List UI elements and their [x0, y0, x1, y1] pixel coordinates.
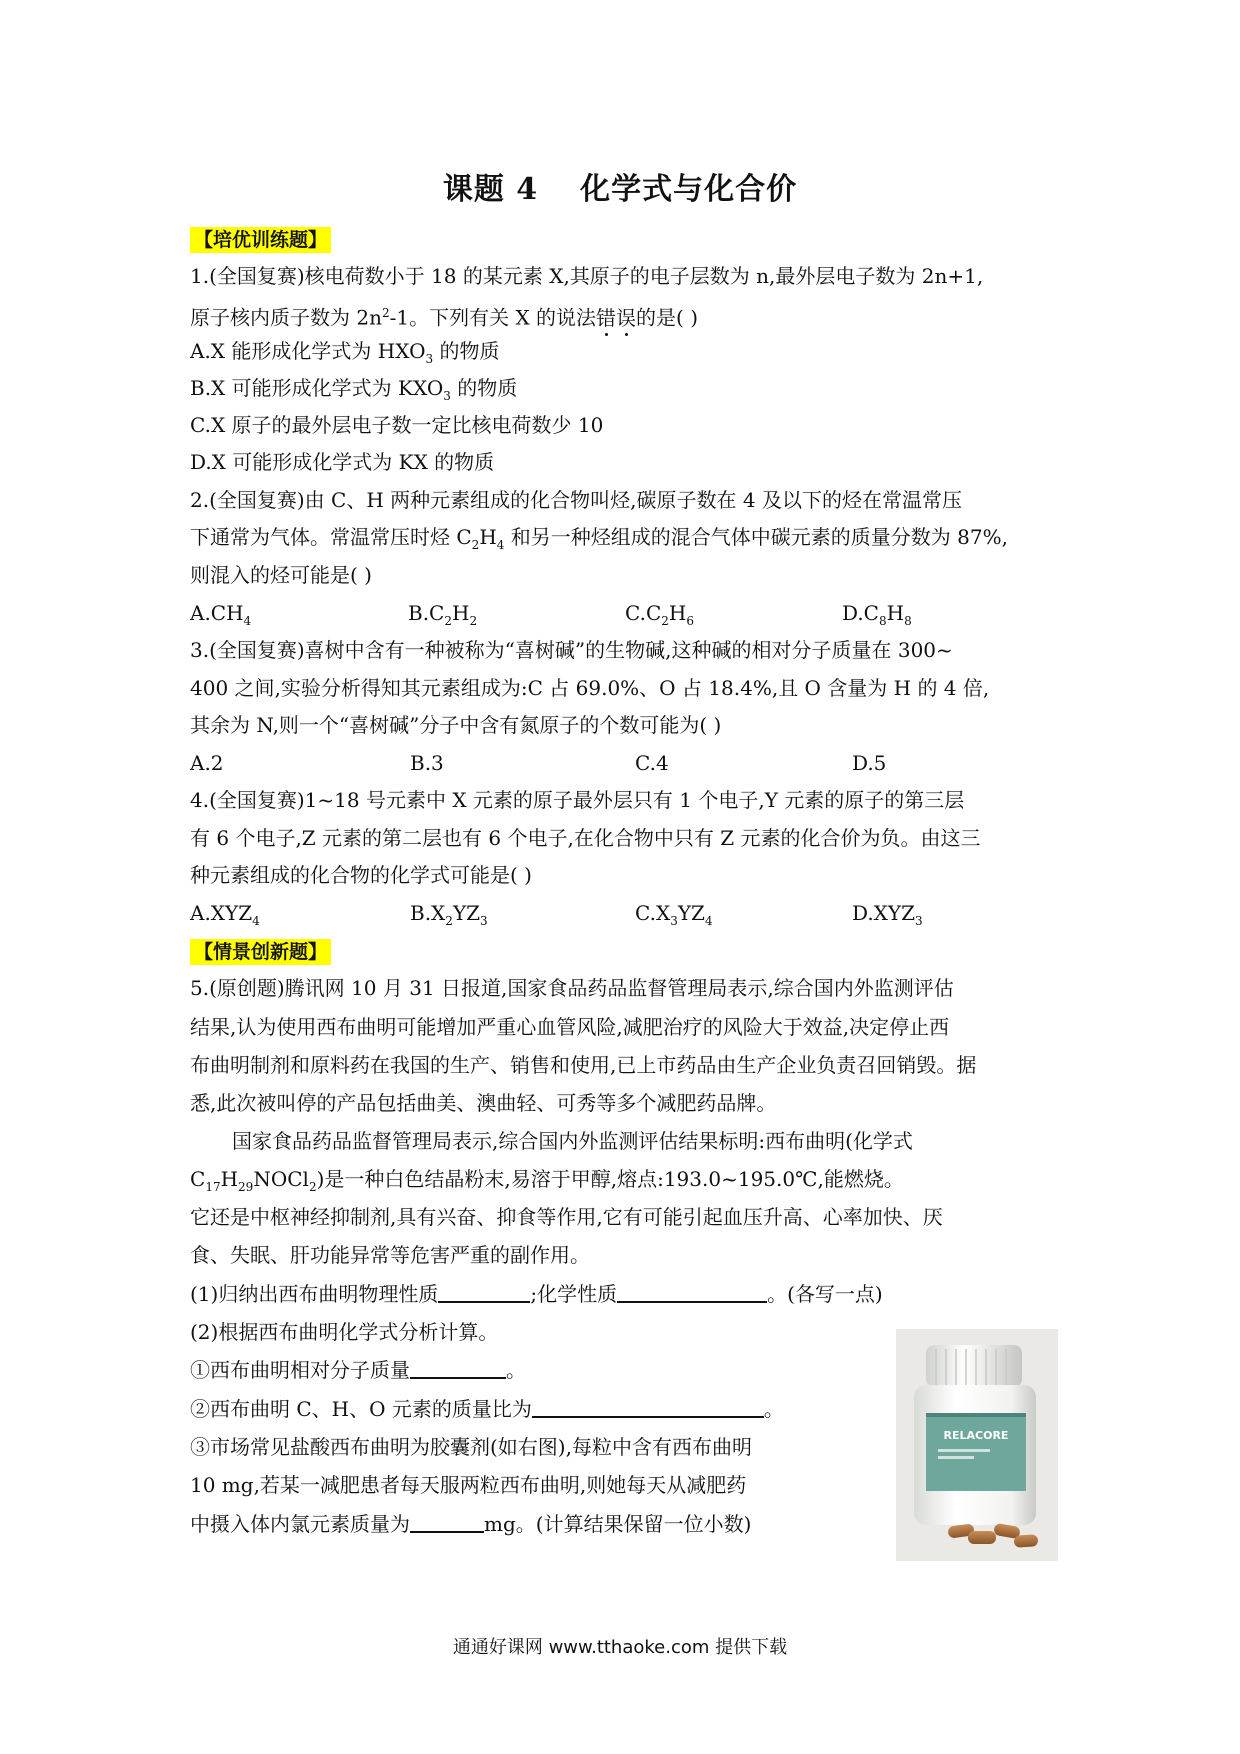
q4-option-a: [190, 900, 260, 934]
subscript: 4: [243, 614, 252, 628]
text: H: [220, 1167, 239, 1191]
q1-option-d: D.X 可能形成化学式为 KX 的物质: [190, 450, 495, 474]
q1-option-b: [190, 375, 1060, 409]
subscript: 29: [238, 1180, 254, 1194]
q3-line3: 其余为 N,则一个“喜树碱”分子中含有氮原子的个数可能为( ): [190, 713, 722, 737]
q1-line2: [190, 300, 1060, 331]
text: YZ: [677, 901, 705, 925]
answer-blank-chlorine-mass[interactable]: [410, 1511, 484, 1533]
text: ①西布曲明相对分子质量: [190, 1358, 410, 1382]
q4-line3: 种元素组成的化合物的化学式可能是( ): [190, 863, 532, 887]
text: C: [190, 1167, 206, 1191]
subscript: 2: [471, 538, 480, 552]
q2-line1: 2.(全国复赛)由 C、H 两种元素组成的化合物叫烃,碳原子数在 4 及以下的烃在常温常压: [190, 488, 962, 512]
text: ②西布曲明 C、H、O 元素的质量比为: [190, 1397, 532, 1421]
answer-blank-physical-property[interactable]: [438, 1281, 530, 1303]
text: 的物质: [433, 339, 500, 363]
subscript: 8: [878, 614, 887, 628]
answer-blank-mass-ratio[interactable]: [532, 1396, 764, 1418]
text: NOCl: [253, 1167, 309, 1191]
q4-option-c: [635, 900, 713, 934]
text: 的是( ): [636, 305, 699, 330]
subscript: 3: [443, 389, 451, 403]
q5-p2-line2: [190, 1166, 1060, 1200]
q1-option-a: [190, 338, 1060, 372]
text: 。: [506, 1358, 526, 1382]
subscript: 4: [704, 914, 713, 928]
text: A.XYZ: [190, 901, 253, 925]
q3-option-c: C.4: [635, 751, 669, 775]
bottle-label-text: RELACORE: [943, 1429, 1009, 1442]
q5-p2-line1: 国家食品药品监督管理局表示,综合国内外监测评估结果标明:西布曲明(化学式: [232, 1129, 913, 1153]
lesson-number: 课题 4: [442, 172, 539, 207]
subscript: 2: [661, 614, 669, 628]
subscript: 2: [444, 614, 452, 628]
text: B.X 可能形成化学式为 KXO: [190, 376, 444, 400]
text: (1)归纳出西布曲明物理性质: [190, 1282, 439, 1306]
q5-sub2-3-line2: 10 mg,若某一减肥患者每天服两粒西布曲明,则她每天从减肥药: [190, 1473, 747, 1497]
section-label: 【情景创新题】: [190, 939, 331, 965]
text: B.C: [408, 601, 445, 625]
q1-line1: 1.(全国复赛)核电荷数小于 18 的某元素 X,其原子的电子层数为 n,最外层电子数为 2n+1,: [190, 264, 984, 288]
lesson-topic: 化学式与化合价: [580, 172, 798, 207]
text: A.CH: [190, 601, 244, 625]
q5-p1-line1: 5.(原创题)腾讯网 10 月 31 日报道,国家食品药品监督管理局表示,综合国内外监测评估: [190, 976, 954, 1000]
q3-option-b: B.3: [410, 751, 444, 775]
text: 。: [763, 1397, 784, 1421]
q5-p1-line2: 结果,认为使用西布曲明可能增加严重心血管风险,减肥治疗的风险大于效益,决定停止西: [190, 1015, 950, 1039]
q3-line1: 3.(全国复赛)喜树中含有一种被称为“喜树碱”的生物碱,这种碱的相对分子质量在 300~: [190, 638, 953, 662]
text: YZ: [452, 901, 481, 925]
text: D.XYZ: [852, 901, 916, 925]
q1-option-c: C.X 原子的最外层电子数一定比核电荷数少 10: [190, 413, 604, 437]
answer-blank-molar-mass[interactable]: [410, 1357, 506, 1379]
text: H: [479, 525, 497, 549]
q2-option-c: [625, 600, 694, 634]
q2-line2: [190, 524, 1060, 558]
subscript: 2: [469, 614, 478, 628]
q5-sub2: (2)根据西布曲明化学式分析计算。: [190, 1320, 499, 1344]
q5-p1-line4: 悉,此次被叫停的产品包括曲美、澳曲轻、可秀等多个减肥药品牌。: [190, 1091, 777, 1115]
text: 原子核内质子数为 2n: [190, 305, 382, 330]
text: H: [886, 601, 905, 625]
text: A.X 能形成化学式为 HXO: [190, 339, 426, 363]
text: 和另一种烃组成的混合气体中碳元素的质量分数为 87%,: [504, 525, 1008, 549]
subscript: 3: [670, 914, 678, 928]
pill-bottle-image: [896, 1329, 1058, 1561]
q2-option-a: [190, 600, 251, 634]
subscript: 2: [308, 1180, 317, 1194]
subscript: 17: [205, 1180, 221, 1194]
text: 中摄入体内氯元素质量为: [190, 1512, 410, 1536]
subscript: 3: [480, 914, 488, 928]
q2-option-d: [842, 600, 912, 634]
section-heading-training: [190, 226, 1060, 253]
answer-blank-chemical-property[interactable]: [617, 1281, 767, 1303]
text: B.X: [410, 901, 446, 925]
q5-p2-line4: 食、失眠、肝功能异常等危害严重的副作用。: [190, 1243, 590, 1267]
text: mg。(计算结果保留一位小数): [484, 1512, 752, 1536]
q2-option-b: [408, 600, 477, 634]
q4-option-d: [852, 900, 923, 934]
emphasis-char: 误: [616, 305, 637, 330]
subscript: 4: [496, 538, 505, 552]
q5-p2-line3: 它还是中枢神经抑制剂,具有兴奋、抑食等作用,它有可能引起血压升高、心率加快、厌: [190, 1205, 943, 1229]
section-label: 【培优训练题】: [190, 227, 331, 253]
text: ;化学性质: [530, 1282, 618, 1306]
q3-option-d: D.5: [852, 751, 887, 775]
q5-sub2-3-line1: ③市场常见盐酸西布曲明为胶囊剂(如右图),每粒中含有西布曲明: [190, 1435, 752, 1459]
superscript: 2: [381, 306, 390, 320]
emphasis-char: 错: [596, 305, 617, 330]
pill-bottle-illustration: [896, 1329, 1058, 1561]
q3-option-a: A.2: [190, 751, 224, 775]
text: )是一种白色结晶粉末,易溶于甲醇,熔点:193.0~195.0℃,能燃烧。: [316, 1167, 904, 1191]
text: 的物质: [450, 376, 518, 400]
q5-p1-line3: 布曲明制剂和原料药在我国的生产、销售和使用,已上市药品由生产企业负责召回销毁。据: [190, 1053, 977, 1077]
text: H: [452, 601, 470, 625]
subscript: 3: [915, 914, 923, 928]
text: 。(各写一点): [767, 1282, 883, 1306]
text: D.C: [842, 601, 879, 625]
q4-line1: 4.(全国复赛)1~18 号元素中 X 元素的原子最外层只有 1 个电子,Y 元素的原子的第三层: [190, 788, 965, 812]
subscript: 2: [445, 914, 453, 928]
q3-line2: 400 之间,实验分析得知其元素组成为:C 占 69.0%、O 占 18.4%,且 O 含量为 H 的 4 倍,: [190, 676, 990, 700]
text: -1。下列有关 X 的说法: [389, 305, 597, 330]
q2-line3: 则混入的烃可能是( ): [190, 563, 372, 587]
q4-line2: 有 6 个电子,Z 元素的第二层也有 6 个电子,在化合物中只有 Z 元素的化合价为负。由这三: [190, 826, 981, 850]
q4-option-b: [410, 900, 488, 934]
subscript: 3: [425, 352, 434, 366]
text: C.C: [625, 601, 662, 625]
q5-sub1: [190, 1281, 1060, 1307]
page-title: [0, 164, 1240, 208]
subscript: 6: [686, 614, 694, 628]
text: C.X: [635, 901, 671, 925]
subscript: 8: [904, 614, 912, 628]
text: 下通常为气体。常温常压时烃 C: [190, 525, 472, 549]
subscript: 4: [252, 914, 260, 928]
page-footer: 通通好课网 www.tthaoke.com 提供下载: [452, 1637, 788, 1658]
section-heading-scenario: [190, 938, 1060, 965]
text: H: [668, 601, 687, 625]
